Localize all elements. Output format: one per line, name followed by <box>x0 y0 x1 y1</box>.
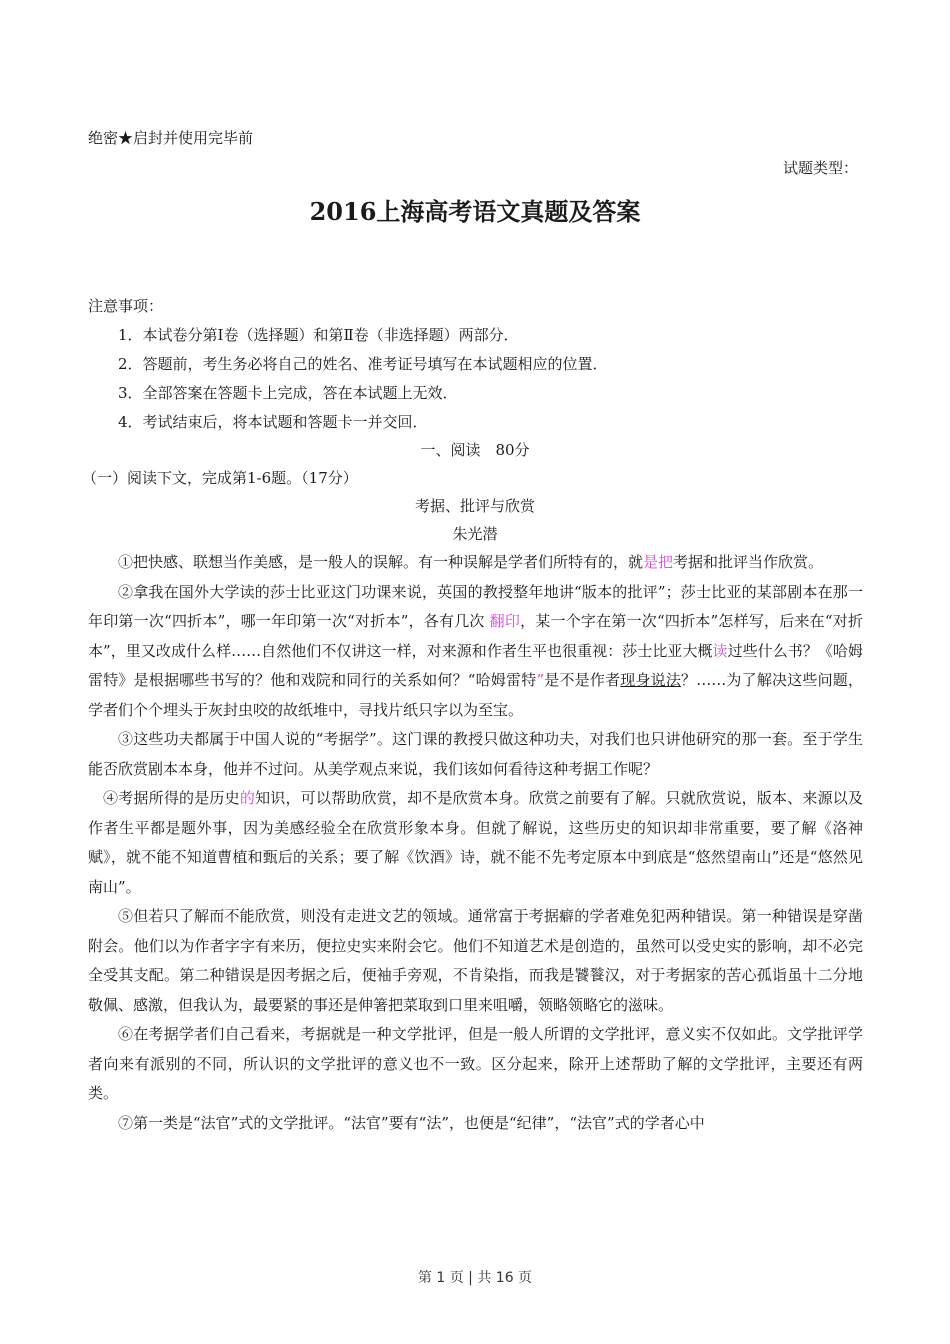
paragraph-5: ⑤但若只了解而不能欣赏，则没有走进文艺的领域。通常富于考据癖的学者难免犯两种错误。第一种错误是穿凿附会。他们以为作者字字有来历，便拉史实来附会它。他们不知道艺术是创造的，虽然可以受史实的影响，却不必完全受其支配。第二种错误是因考据之后，便袖手旁观，不肯染指，而我是饕餮汉，对于考据家的苦心孤诣虽十二分地敬佩、感激，但我认为，最要紧的事还是伸箸把菜取到口里来咀嚼，领略领略它的滋味。 <box>88 907 863 1014</box>
page-title: 2016上海高考语文真题及答案 <box>309 197 641 226</box>
highlighted-text: 的 <box>239 789 256 807</box>
section-heading: 一、阅读 80分 <box>420 441 530 459</box>
highlighted-text: 是把 <box>643 553 674 571</box>
notice-item: 4．考试结束后，将本试题和答题卡一并交回． <box>118 413 428 431</box>
paragraph-3: ③这些功夫都属于中国人说的“考据学”。这门课的教授只做这种功夫，对我们也只讲他研究的那一套。至于学生能否欣赏剧本本身，他并不过问。从美学观点来说，我们该如何看待这种考据工作呢？ <box>88 730 863 778</box>
text: ①把快感、联想当作美感，是一般人的误解。有一种误解是学者们所特有的，就 <box>118 553 644 571</box>
text: ，某一个字在第一次“四折本”怎样写，后来在“对折本”，里又改成什么样……自然他们不仅讲这一样，对来源和作者生平也很重视：莎士比亚大概 <box>88 612 863 660</box>
underlined-text: 现身说法 <box>620 671 682 689</box>
text: ④考据所得的是历史 <box>103 789 240 807</box>
question-type-label: 试题类型： <box>782 159 858 177</box>
text: 考据和批评当作欣赏。 <box>673 553 824 571</box>
article-author: 朱光潜 <box>452 525 498 543</box>
highlighted-text: 读 <box>712 641 728 660</box>
paragraph-7: ⑦第一类是“法官”式的文学批评。“法官”要有“法”，也便是“纪律”，“法官”式的学者心中 <box>118 1113 705 1132</box>
text: ②拿我在国外大学读的莎士比亚这门功课来说，英国的教授整年地讲“版本的批评”；莎士比亚的某部剧本在那一年印第一次“四折本”，哪一年印第一次“对折本”，各有几次 <box>88 582 863 630</box>
article-body <box>88 548 863 1138</box>
notice-item: 3．全部答案在答题卡上完成，答在本试题上无效． <box>118 384 458 402</box>
highlighted-text: ” <box>536 671 545 689</box>
paragraph-4 <box>88 784 863 902</box>
section-subheading: （一）阅读下文，完成第1-6题。（17分） <box>82 469 358 487</box>
text: 过些什么书？《哈姆雷特》是根据哪些书写的？他和戏院和同行的关系如何？“哈姆雷特 <box>88 641 863 689</box>
page-footer: 第 1 页 | 共 16 页 <box>417 1270 533 1286</box>
text: 知识，可以帮助欣赏，却不是欣赏本身。欣赏之前要有了解。只就欣赏说，版本、来源以及作者生平都是题外事，因为美感经验全在欣赏形象本身。但就了解说，这些历史的知识却非常重要，要了解《洛神赋》，就不能不知道曹植和甄后的关系；要了解《饮酒》诗，就不能不先考定原本中到底是“悠然望南山”还是“悠然见南山”。 <box>88 789 863 896</box>
paragraph-2 <box>88 578 863 726</box>
confidential-label: 绝密★启封并使用完毕前 <box>88 129 254 147</box>
highlighted-text: 翻印 <box>489 612 521 630</box>
text: ？……为了解决这些问题，学者们个个埋头于灰封虫咬的故纸堆中，寻找片纸只字以为至宝。 <box>88 671 863 719</box>
article-title: 考据、批评与欣赏 <box>414 497 535 515</box>
notice-item: 1．本试卷分第Ⅰ卷（选择题）和第Ⅱ卷（非选择题）两部分． <box>118 326 519 344</box>
text: 是不是作者 <box>544 671 621 689</box>
notice-heading: 注意事项： <box>88 297 164 315</box>
paragraph-6: ⑥在考据学者们自己看来，考据就是一种文学批评，但是一般人所谓的文学批评，意义实不仅如此。文学批评学者向来有派别的不同，所认识的文学批评的意义也不一致。区分起来，除开上述帮助了解的文学批评，主要还有两类。 <box>88 1025 863 1102</box>
paragraph-1 <box>88 548 863 578</box>
notice-item: 2．答题前，考生务必将自己的姓名、准考证号填写在本试题相应的位置． <box>118 355 608 373</box>
